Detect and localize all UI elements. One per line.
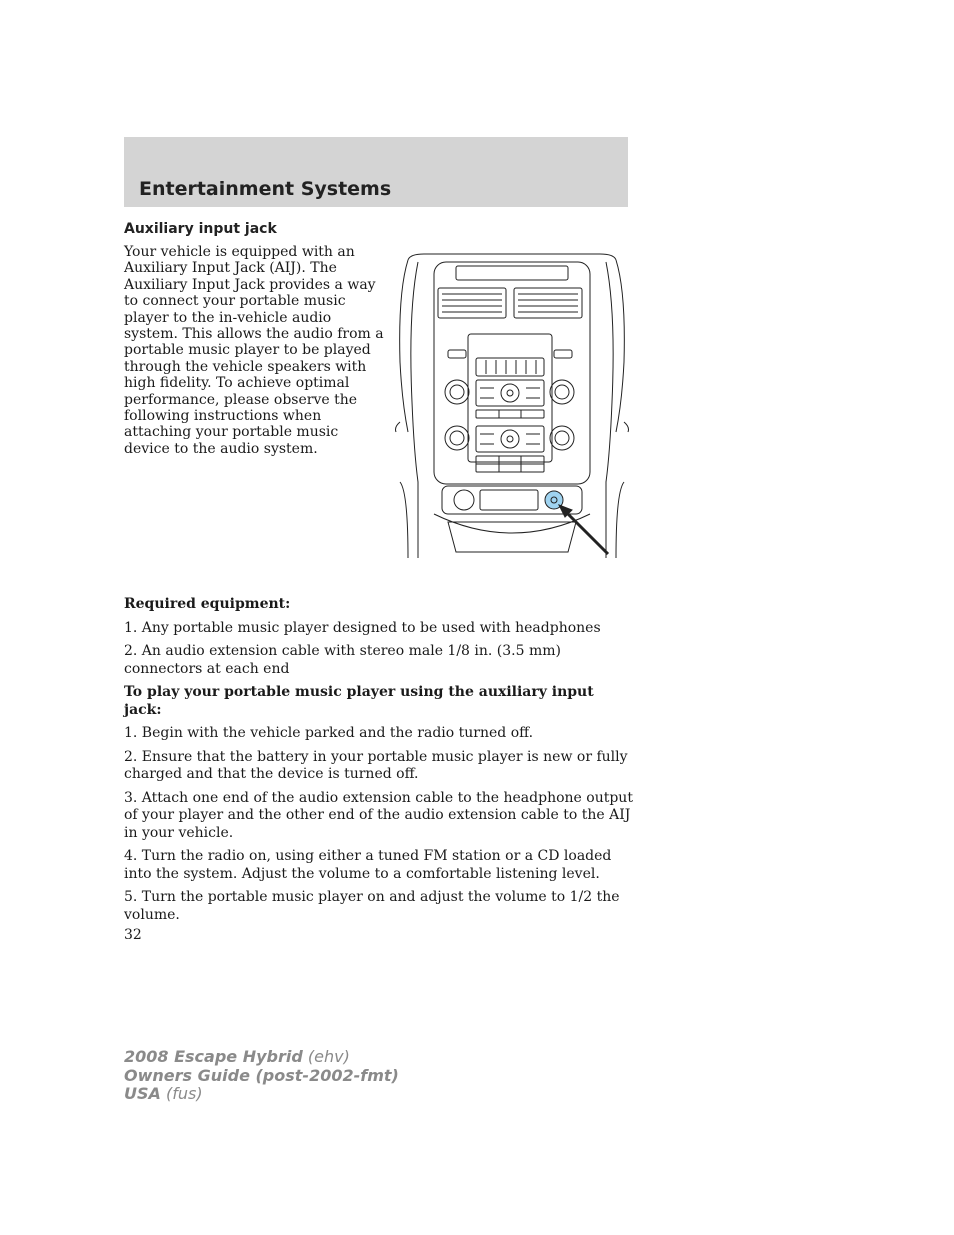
footer-model: 2008 Escape Hybrid: [124, 1047, 303, 1066]
intro-line: performance, please observe the: [124, 391, 358, 408]
play-step: 2. Ensure that the battery in your portable music player is new or fully charged and that the device is turned off.: [124, 748, 628, 782]
page-number: 32: [124, 927, 142, 943]
instructions-block: [124, 596, 634, 930]
intro-line: player to the in-vehicle audio: [124, 309, 332, 326]
center-console-illustration: [394, 252, 630, 562]
intro-line: device to the audio system.: [124, 440, 318, 457]
intro-line: following instructions when: [124, 408, 322, 425]
required-item: 2. An audio extension cable with stereo male 1/8 in. (3.5 mm) connectors at each end: [124, 643, 562, 677]
footer-model-code: (ehv): [302, 1047, 350, 1066]
intro-line: Auxiliary Input Jack provides a way: [124, 276, 376, 293]
required-item: 1. Any portable music player designed to be used with headphones: [124, 619, 601, 636]
section-title: Entertainment Systems: [139, 178, 392, 200]
intro-line: to connect your portable music: [124, 293, 346, 310]
intro-line: Auxiliary Input Jack (AIJ). The: [124, 260, 337, 277]
document-footer: [124, 1048, 399, 1104]
play-step: 4. Turn the radio on, using either a tuned FM station or a CD loaded into the system. Adjust the volume to a comfortable listening level.: [124, 848, 612, 882]
play-step: 5. Turn the portable music player on and adjust the volume to 1/2 the volume.: [124, 889, 620, 923]
intro-line: attaching your portable music: [124, 424, 339, 441]
footer-market: USA: [124, 1084, 161, 1103]
intro-paragraph: [124, 244, 384, 457]
play-step: 1. Begin with the vehicle parked and the radio turned off.: [124, 725, 534, 741]
play-step: 3. Attach one end of the audio extension cable to the headphone output of your player and the other end of the audio extension cable to the AIJ in your vehicle.: [124, 789, 633, 841]
footer-market-code: (fus): [160, 1084, 203, 1103]
intro-line: through the vehicle speakers with: [124, 358, 367, 375]
required-equipment-heading: Required equipment:: [124, 596, 291, 612]
intro-line: high fidelity. To achieve optimal: [124, 375, 350, 392]
intro-line: system. This allows the audio from a: [124, 326, 384, 343]
subsection-title: Auxiliary input jack: [124, 221, 277, 237]
footer-guide: Owners Guide (post-2002-fmt): [124, 1065, 399, 1085]
play-instructions-heading: To play your portable music player using the auxiliary input jack:: [124, 684, 594, 718]
intro-line: portable music player to be played: [124, 342, 371, 359]
intro-line: Your vehicle is equipped with an: [124, 244, 355, 260]
